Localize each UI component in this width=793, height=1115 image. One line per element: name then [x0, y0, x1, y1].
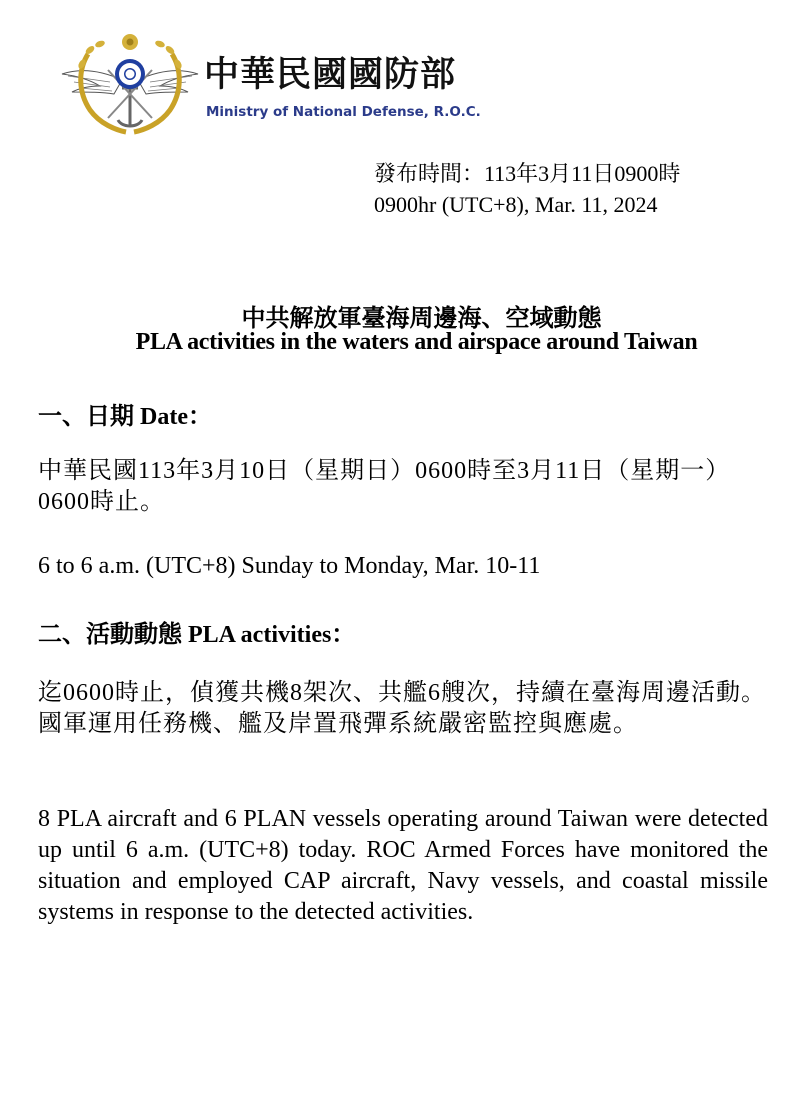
- page-title-zh: 中共解放軍臺海周邊海、空域動態: [241, 306, 602, 332]
- org-name-zh: 中華民國國防部: [204, 55, 457, 95]
- page-title-en: PLA activities in the waters and airspace around Taiwan: [135, 329, 698, 355]
- release-time: [374, 158, 680, 220]
- org-name-en: Ministry of National Defense, R.O.C.: [206, 104, 481, 120]
- date-text-zh: 中華民國113年3月10日（星期日）0600時至3月11日（星期一）0600時止。: [38, 458, 731, 515]
- release-time-zh: 發布時間：113年3月11日0900時: [374, 161, 681, 186]
- release-time-en: 0900hr (UTC+8), Mar. 11, 2024: [374, 192, 658, 217]
- activities-text-zh: 迄0600時止，偵獲共機8架次、共艦6艘次，持續在臺海周邊活動。國軍運用任務機、艦及岸置飛彈系統嚴密監控與應處。: [38, 680, 766, 737]
- mnd-emblem-icon: [60, 30, 200, 140]
- activities-text-en: 8 PLA aircraft and 6 PLAN vessels operating around Taiwan were detected up until 6 a.m. (UTC+8) today. ROC Armed Forces have monitored the situation and employed CAP aircraft, Navy vessels, and coastal missile systems in response to the detected activities.: [38, 806, 768, 925]
- date-text-en: 6 to 6 a.m. (UTC+8) Sunday to Monday, Mar. 10-11: [38, 553, 541, 579]
- activities-heading: 二、活動動態 PLA activities：: [38, 622, 356, 648]
- date-heading: 一、日期 Date：: [38, 404, 212, 430]
